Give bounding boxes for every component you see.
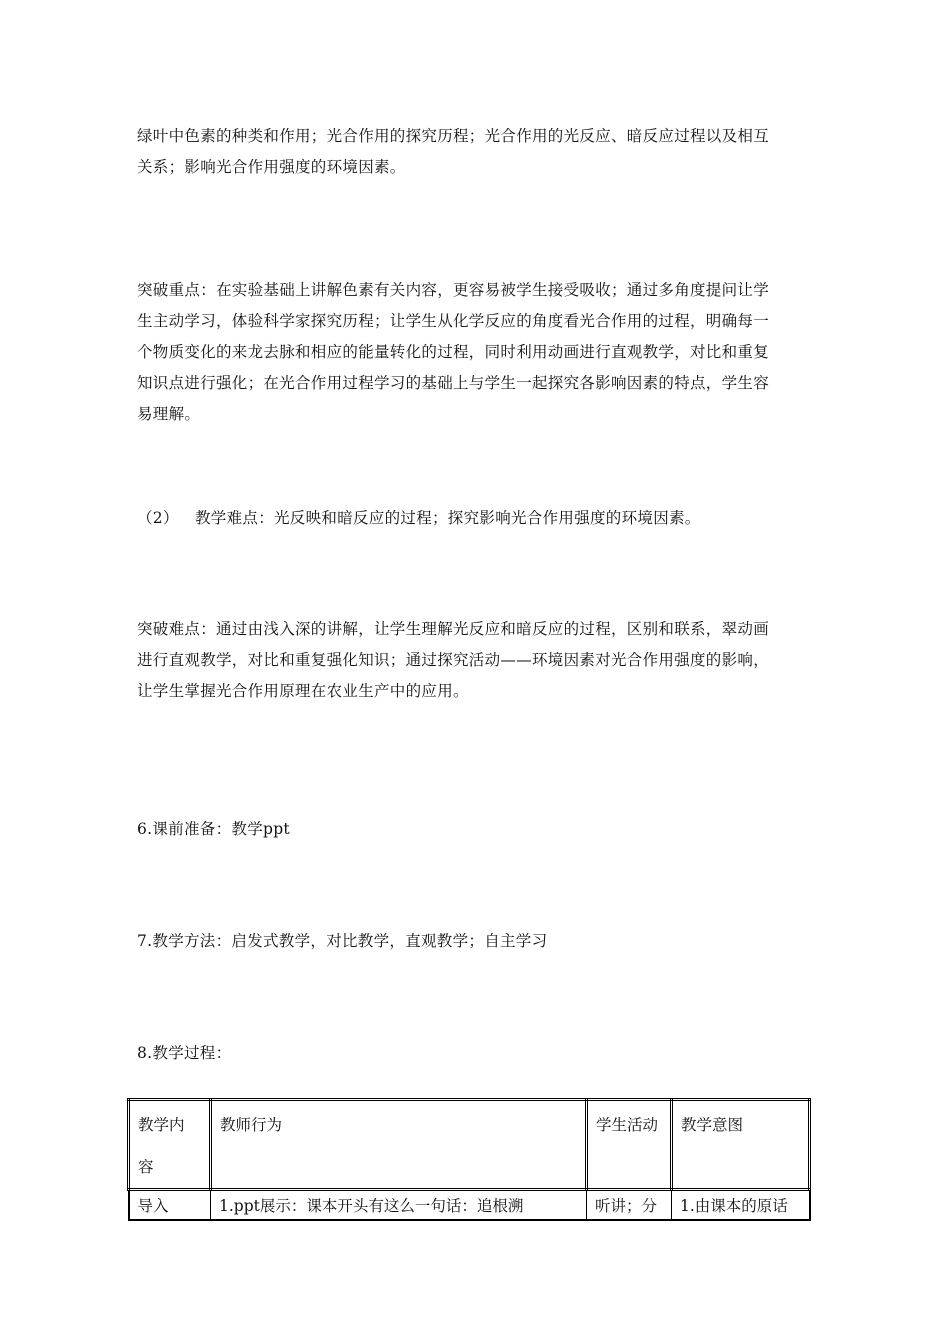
table-header-row bbox=[129, 1100, 810, 1190]
text-line: 让学生掌握光合作用原理在农业生产中的应用。 bbox=[137, 682, 469, 700]
text-line: 6.课前准备：教学ppt bbox=[137, 820, 290, 838]
breakthrough-difficulties-paragraph bbox=[137, 614, 813, 707]
header-cell-intent: 教学意图 bbox=[672, 1100, 810, 1190]
text-line: 关系；影响光合作用强度的环境因素。 bbox=[137, 158, 406, 176]
text-line: 绿叶中色素的种类和作用；光合作用的探究历程；光合作用的光反应、暗反应过程以及相互 bbox=[137, 127, 770, 145]
text-line: 个物质变化的来龙去脉和相应的能量转化的过程，同时利用动画进行直观教学，对比和重复 bbox=[137, 343, 770, 361]
header-label: 教学内 bbox=[138, 1116, 185, 1134]
text-line: 8.教学过程： bbox=[137, 1044, 232, 1062]
text-line: 突破难点：通过由浅入深的讲解，让学生理解光反应和暗反应的过程，区别和联系，翠动画 bbox=[137, 620, 770, 638]
header-label: 容 bbox=[138, 1158, 154, 1176]
text-line bbox=[137, 503, 813, 534]
cell-content: 导入 bbox=[129, 1190, 211, 1221]
text-line: 7.教学方法：启发式教学，对比教学，直观教学；自主学习 bbox=[137, 932, 548, 950]
cell-teacher: 1.ppt展示：课本开头有这么一句话：追根溯 bbox=[211, 1190, 587, 1221]
teaching-process-table bbox=[127, 1098, 811, 1221]
teaching-process-heading bbox=[137, 1038, 813, 1069]
breakthrough-key-points-paragraph bbox=[137, 275, 813, 430]
cell-student: 听讲；分 bbox=[587, 1190, 672, 1221]
header-cell-teacher: 教师行为 bbox=[211, 1100, 587, 1190]
header-cell-student: 学生活动 bbox=[587, 1100, 672, 1190]
table-row bbox=[129, 1190, 810, 1221]
header-cell-content bbox=[129, 1100, 211, 1190]
text-line: 进行直观教学，对比和重复强化知识；通过探究活动——环境因素对光合作用强度的影响， bbox=[137, 651, 770, 669]
text-line: 生主动学习，体验科学家探究历程；让学生从化学反应的角度看光合作用的过程，明确每一 bbox=[137, 312, 770, 330]
text-line: 知识点进行强化；在光合作用过程学习的基础上与学生一起探究各影响因素的特点，学生容 bbox=[137, 374, 770, 392]
preparation-heading bbox=[137, 814, 813, 845]
teaching-methods-heading bbox=[137, 926, 813, 957]
cell-intent: 1.由课本的原话 bbox=[672, 1190, 810, 1221]
text-line: 易理解。 bbox=[137, 405, 201, 423]
text-line: 突破重点：在实验基础上讲解色素有关内容，更容易被学生接受吸收；通过多角度提问让学 bbox=[137, 281, 770, 299]
focus-paragraph bbox=[137, 121, 813, 183]
difficulties-text: 教学难点：光反映和暗反应的过程；探究影响光合作用强度的环境因素。 bbox=[195, 509, 701, 527]
list-number: （2） bbox=[137, 509, 179, 527]
difficulties-paragraph bbox=[137, 503, 813, 534]
